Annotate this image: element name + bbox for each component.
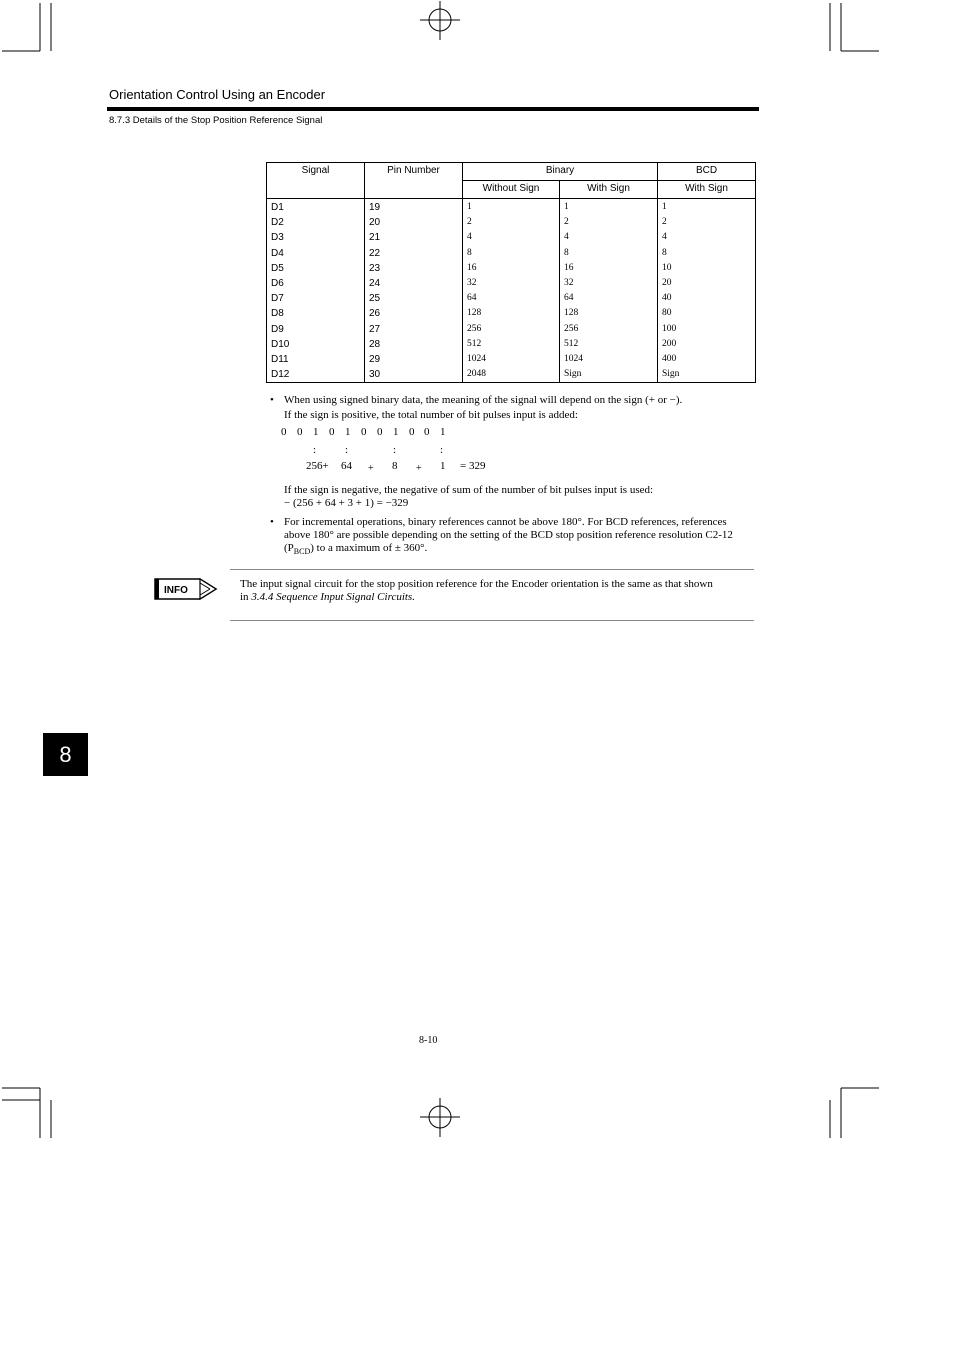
cell-pin: 26 bbox=[365, 306, 463, 321]
bit-1: 0 bbox=[297, 426, 303, 438]
text-fragment: ) to a maximum of ± 360°. bbox=[310, 542, 428, 554]
bullet-dot: • bbox=[270, 516, 274, 528]
table-row bbox=[267, 367, 756, 383]
cell-pin: 21 bbox=[365, 230, 463, 245]
chapter-tab: 8 bbox=[43, 733, 88, 776]
bullet-2-line-2: above 180° are possible depending on the setting of the BCD stop position reference resolution C2-12 bbox=[284, 529, 733, 541]
colon-mark: : bbox=[345, 444, 349, 456]
negative-line-1: If the sign is negative, the negative of sum of the number of bit pulses input is used: bbox=[284, 484, 654, 496]
cell-binary-with-sign: 32 bbox=[560, 276, 658, 291]
negative-line-2: − (256 + 64 + 3 + 1) = −329 bbox=[284, 497, 409, 509]
cell-pin: 19 bbox=[365, 199, 463, 216]
table-row bbox=[267, 199, 756, 216]
cell-binary-without-sign: 1 bbox=[463, 199, 560, 216]
sum-result: = 329 bbox=[460, 460, 486, 472]
cell-signal: D9 bbox=[267, 322, 365, 337]
cell-pin: 24 bbox=[365, 276, 463, 291]
cell-signal: D4 bbox=[267, 246, 365, 261]
bit-4: 1 bbox=[345, 426, 351, 438]
page-header-title: Orientation Control Using an Encoder bbox=[109, 87, 326, 102]
cell-binary-without-sign: 2 bbox=[463, 215, 560, 230]
sum-plus: + bbox=[368, 463, 374, 474]
table-row bbox=[267, 230, 756, 245]
text-fragment: in bbox=[240, 591, 252, 603]
bullet-1-line-1: When using signed binary data, the meaning of the signal will depend on the sign (+ or −). bbox=[284, 394, 683, 406]
table-row bbox=[267, 276, 756, 291]
bit-10: 1 bbox=[440, 426, 446, 438]
cell-binary-with-sign: 16 bbox=[560, 261, 658, 276]
cell-signal: D10 bbox=[267, 337, 365, 352]
sum-term: 1 bbox=[440, 460, 446, 472]
cell-bcd: 4 bbox=[658, 230, 756, 245]
bit-5: 0 bbox=[361, 426, 367, 438]
table-row bbox=[267, 246, 756, 261]
sum-term: 8 bbox=[392, 460, 398, 472]
header-binary: Binary bbox=[463, 163, 658, 181]
cell-bcd: 10 bbox=[658, 261, 756, 276]
header-without-sign: Without Sign bbox=[463, 181, 560, 199]
bullet-2-line-1: For incremental operations, binary references cannot be above 180°. For BCD references, references bbox=[284, 516, 727, 528]
cell-signal: D12 bbox=[267, 367, 365, 383]
cell-pin: 23 bbox=[365, 261, 463, 276]
cell-signal: D8 bbox=[267, 306, 365, 321]
table-row bbox=[267, 306, 756, 321]
cell-pin: 22 bbox=[365, 246, 463, 261]
info-rule-bottom bbox=[230, 620, 754, 621]
cell-pin: 29 bbox=[365, 352, 463, 367]
cell-binary-with-sign: 1024 bbox=[560, 352, 658, 367]
bit-2: 1 bbox=[313, 426, 319, 438]
cell-bcd: 2 bbox=[658, 215, 756, 230]
header-bcd: BCD bbox=[658, 163, 756, 181]
table-row bbox=[267, 337, 756, 352]
bit-7: 1 bbox=[393, 426, 399, 438]
table-row bbox=[267, 352, 756, 367]
table-row bbox=[267, 291, 756, 306]
cell-bcd: 40 bbox=[658, 291, 756, 306]
cell-binary-with-sign: 8 bbox=[560, 246, 658, 261]
sum-term: 256+ bbox=[306, 460, 329, 472]
cell-binary-without-sign: 512 bbox=[463, 337, 560, 352]
bullet-dot: • bbox=[270, 394, 274, 406]
cell-bcd: 200 bbox=[658, 337, 756, 352]
info-rule-top bbox=[230, 569, 754, 570]
cell-pin: 20 bbox=[365, 215, 463, 230]
info-icon bbox=[152, 577, 220, 601]
cell-binary-with-sign: 512 bbox=[560, 337, 658, 352]
subscript-bcd: BCD bbox=[293, 547, 311, 557]
sum-term: 64 bbox=[341, 460, 352, 472]
header-bcd-with-sign: With Sign bbox=[658, 181, 756, 199]
cell-signal: D3 bbox=[267, 230, 365, 245]
bit-0: 0 bbox=[281, 426, 287, 438]
cell-signal: D1 bbox=[267, 199, 365, 216]
sum-plus: + bbox=[416, 463, 422, 474]
bit-9: 0 bbox=[424, 426, 430, 438]
signal-table bbox=[266, 162, 756, 383]
text-fragment: (P bbox=[284, 542, 294, 554]
info-icon-label: INFO bbox=[164, 585, 188, 596]
cell-binary-without-sign: 8 bbox=[463, 246, 560, 261]
cell-signal: D11 bbox=[267, 352, 365, 367]
info-line-1: The input signal circuit for the stop position reference for the Encoder orientation is the same as that shown bbox=[240, 578, 713, 590]
cell-signal: D7 bbox=[267, 291, 365, 306]
cell-pin: 28 bbox=[365, 337, 463, 352]
table-row bbox=[267, 322, 756, 337]
colon-mark: : bbox=[393, 444, 397, 456]
cell-signal: D2 bbox=[267, 215, 365, 230]
cell-bcd: 1 bbox=[658, 199, 756, 216]
cell-binary-with-sign: 1 bbox=[560, 199, 658, 216]
cell-pin: 25 bbox=[365, 291, 463, 306]
cell-bcd: 400 bbox=[658, 352, 756, 367]
colon-mark: : bbox=[313, 444, 317, 456]
page-number: 8-10 bbox=[419, 1035, 438, 1046]
cell-binary-without-sign: 128 bbox=[463, 306, 560, 321]
info-line-2 bbox=[240, 591, 415, 604]
cell-binary-without-sign: 1024 bbox=[463, 352, 560, 367]
bullet-1-line-2: If the sign is positive, the total number of bit pulses input is added: bbox=[284, 409, 578, 421]
cell-binary-with-sign: 256 bbox=[560, 322, 658, 337]
bit-6: 0 bbox=[377, 426, 383, 438]
bit-8: 0 bbox=[409, 426, 415, 438]
header-pin-number: Pin Number bbox=[365, 163, 463, 199]
info-reference: 3.4.4 Sequence Input Signal Circuits. bbox=[251, 591, 415, 603]
cell-binary-with-sign: 4 bbox=[560, 230, 658, 245]
cell-binary-with-sign: 64 bbox=[560, 291, 658, 306]
cell-binary-without-sign: 256 bbox=[463, 322, 560, 337]
colon-mark: : bbox=[440, 444, 444, 456]
cell-bcd: 8 bbox=[658, 246, 756, 261]
header-with-sign: With Sign bbox=[560, 181, 658, 199]
cell-binary-without-sign: 64 bbox=[463, 291, 560, 306]
section-subtitle: 8.7.3 Details of the Stop Position Reference Signal bbox=[109, 115, 323, 126]
cell-binary-with-sign: 128 bbox=[560, 306, 658, 321]
cell-bcd: 20 bbox=[658, 276, 756, 291]
cell-binary-with-sign: 2 bbox=[560, 215, 658, 230]
cell-binary-without-sign: 4 bbox=[463, 230, 560, 245]
cell-binary-without-sign: 32 bbox=[463, 276, 560, 291]
cell-signal: D5 bbox=[267, 261, 365, 276]
cell-binary-without-sign: 16 bbox=[463, 261, 560, 276]
cell-pin: 30 bbox=[365, 367, 463, 383]
cell-bcd: 100 bbox=[658, 322, 756, 337]
cell-bcd: Sign bbox=[658, 367, 756, 383]
cell-binary-without-sign: 2048 bbox=[463, 367, 560, 383]
table-row bbox=[267, 261, 756, 276]
cell-signal: D6 bbox=[267, 276, 365, 291]
cell-binary-with-sign: Sign bbox=[560, 367, 658, 383]
bit-3: 0 bbox=[329, 426, 335, 438]
table-row bbox=[267, 215, 756, 230]
cell-bcd: 80 bbox=[658, 306, 756, 321]
header-signal: Signal bbox=[267, 163, 365, 199]
bullet-2-line-3 bbox=[284, 542, 427, 558]
cell-pin: 27 bbox=[365, 322, 463, 337]
header-rule bbox=[107, 107, 759, 111]
